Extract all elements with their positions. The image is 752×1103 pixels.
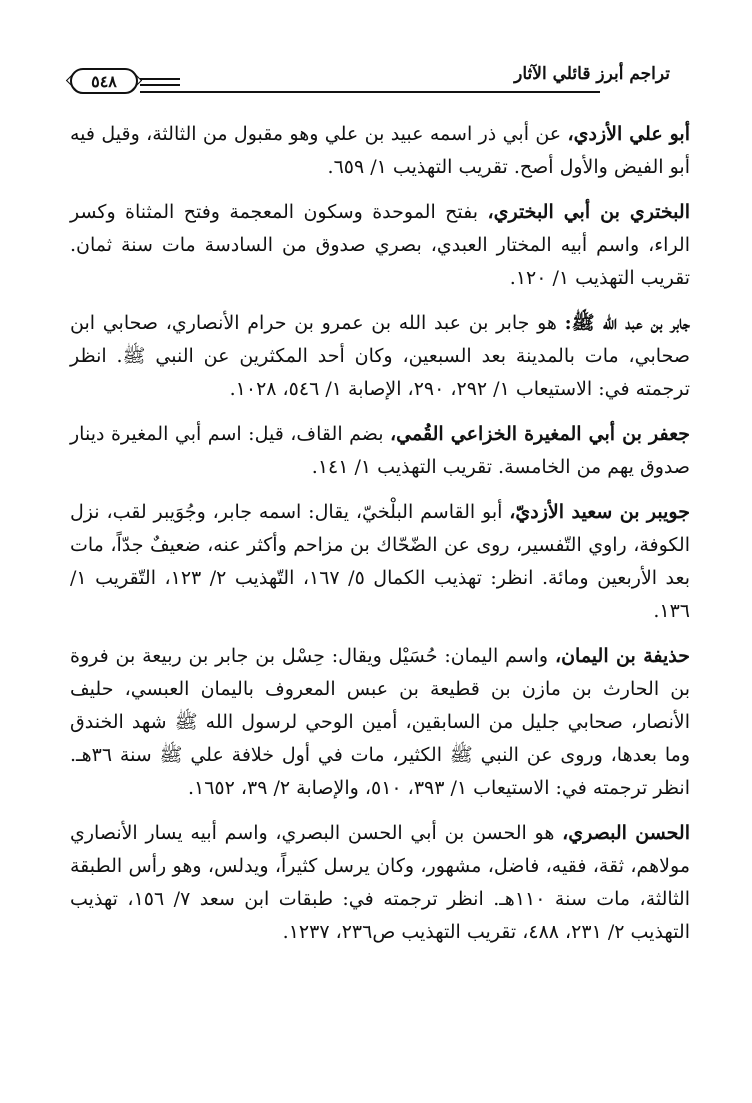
page-number: ٥٤٨ [91, 71, 117, 91]
entry-jabir [70, 307, 690, 406]
entry-text: أبو القاسم البلْخيّ، يقال: اسمه جابر، وجُوَيبر لقب، نزل الكوفة، راوي التّفسير، روى عن الضّحّاك بن مزاحم وأكثر عنه، ضعيفٌ جدّاً، مات بعد الأربعين ومائة. انظر: تهذيب الكمال ٥/ ١٦٧، التّهذيب ٢/ ١٢٣، التّقريب ١/ ١٣٦. [70, 501, 690, 622]
page-number-badge [70, 66, 180, 96]
entry-text: بفتح الموحدة وسكون المعجمة وفتح المثناة وكسر الراء، واسم أبيه المختار العبدي، بصري صدوق من السادسة مات سنة ثمان. تقريب التهذيب ١/ ١٢٠. [70, 201, 690, 289]
entry-name: الحسن البصري، [562, 822, 690, 844]
entry-name: البختري بن أبي البختري، [487, 201, 690, 223]
entry-name: أبو علي الأزدي، [567, 123, 690, 145]
entry-jafar [70, 418, 690, 484]
entry-hudhayfa [70, 640, 690, 805]
entry-name: حذيفة بن اليمان، [554, 645, 690, 667]
badge-rule-bottom [140, 84, 180, 86]
entry-al-hasan-al-basri [70, 817, 690, 949]
entry-name: جويبر بن سعيد الأزديّ، [509, 501, 690, 523]
entry-text: هو جابر بن عبد الله بن عمرو بن حرام الأنصاري، صحابي ابن صحابي، مات بالمدينة بعد السبعين، وكان أحد المكثرين عن النبي ﷺ. انظر ترجمته في: الاستيعاب ١/ ٢٩٢، ٢٩٠، الإصابة ١/ ٥٤٦، ١٠٢٨. [70, 312, 690, 400]
entry-abu-ali-al-azdi [70, 118, 690, 184]
page-number-frame [70, 68, 138, 94]
entry-text: هو الحسن بن أبي الحسن البصري، واسم أبيه يسار الأنصاري مولاهم، ثقة، فقيه، فاضل، مشهور، وكان يرسل كثيراً، ويدلس، وهو رأس الطبقة الثالثة، مات سنة ١١٠هـ. انظر ترجمته في: طبقات ابن سعد ٧/ ١٥٦، تهذيب التهذيب ٢/ ٢٣١، ٤٨٨، تقريب التهذيب ص٢٣٦، ١٢٣٧. [70, 822, 690, 943]
page-header [70, 62, 670, 102]
biography-list [70, 118, 690, 961]
entry-text: بضم القاف، قيل: اسم أبي المغيرة دينار صدوق يهم من الخامسة. تقريب التهذيب ١/ ١٤١. [70, 423, 690, 478]
entry-name: جعفر بن أبي المغيرة الخزاعي القُمي، [390, 423, 690, 445]
entry-text: واسم اليمان: حُسَيْل ويقال: حِسْل بن جابر بن ربيعة بن فروة بن الحارث بن مازن بن قطيعة بن عبس المعروف باليمان العبسي، حليف الأنصار، صحابي جليل من السابقين، أمين الوحي لرسول الله ﷺ شهد الخندق وما بعدها، وروى عن النبي ﷺ الكثير، مات في أول خلافة علي ﷺ سنة ٣٦هـ. انظر ترجمته في: الاستيعاب ١/ ٣٩٣، ٥١٠، والإصابة ٢/ ٣٩، ١٦٥٢. [70, 645, 690, 799]
running-title: تراجم أبرز قائلي الآثار [514, 64, 670, 84]
entry-text: عن أبي ذر اسمه عبيد بن علي وهو مقبول من الثالثة، وقيل فيه أبو الفيض والأول أصح. تقريب التهذيب ١/ ٦٥٩. [70, 123, 690, 178]
entry-al-bakhtari [70, 196, 690, 295]
entry-juwaybir [70, 496, 690, 628]
entry-name: جابر بن عبد الله ﷺ: [564, 312, 690, 334]
header-rule [140, 91, 600, 93]
badge-rule-top [140, 78, 180, 80]
